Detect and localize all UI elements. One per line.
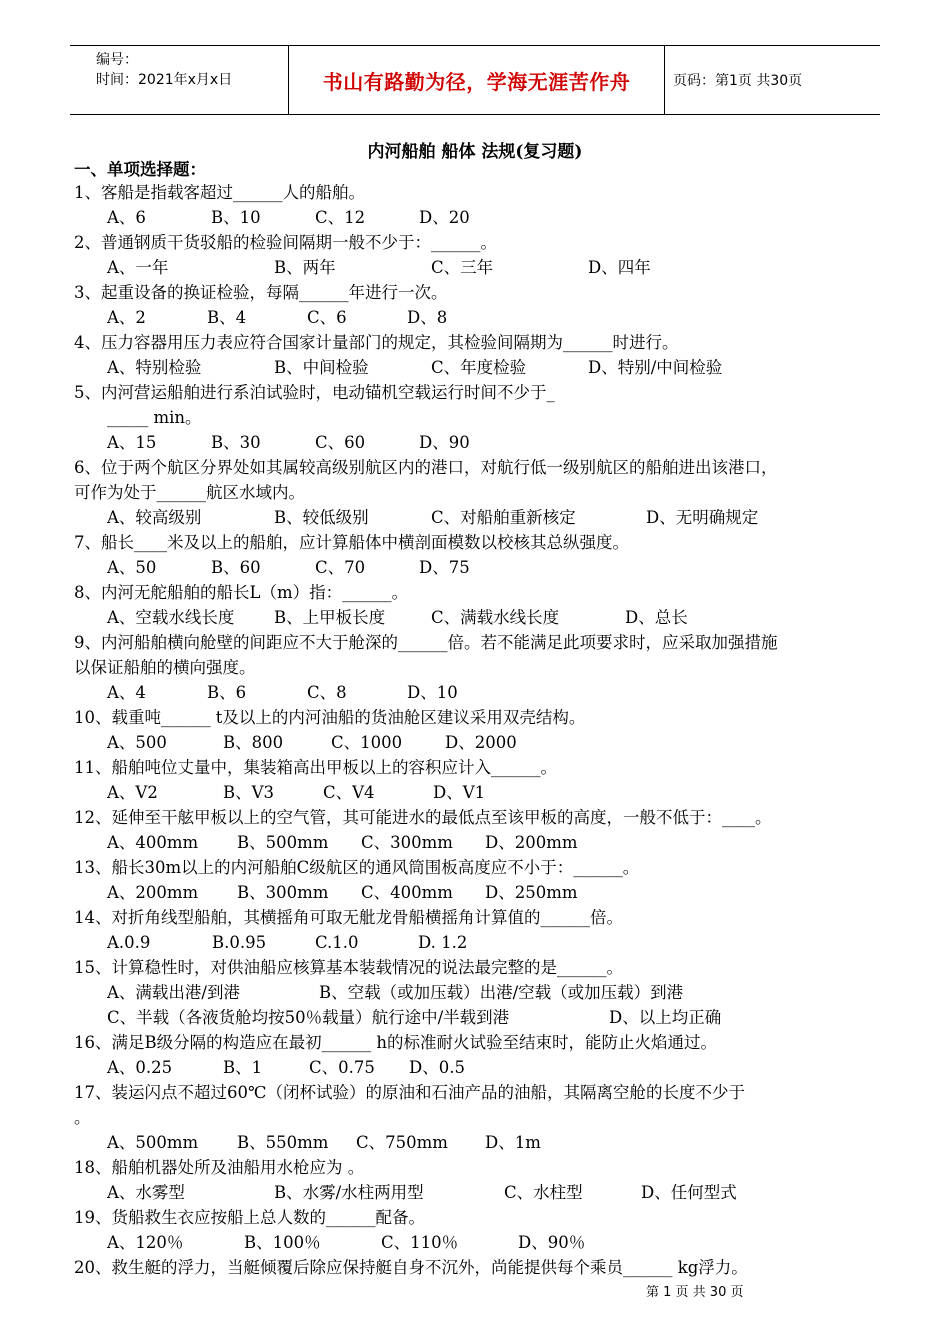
answer-option: A、500 [107, 733, 167, 752]
answer-option: B、300mm [237, 883, 329, 902]
question-text: 3、起重设备的换证检验，每隔______年进行一次。 [74, 283, 448, 302]
answer-option: D、总长 [625, 608, 688, 627]
answer-option: C、年度检验 [431, 358, 527, 377]
answer-options [74, 305, 896, 330]
answer-option: C、70 [315, 558, 366, 577]
answer-option: C、0.75 [309, 1058, 375, 1077]
answer-option: D、四年 [588, 258, 651, 277]
answer-option: D、0.5 [409, 1058, 465, 1077]
document-title: 内河船舶 船体 法规(复习题) [367, 142, 583, 162]
answer-option: B、4 [207, 308, 247, 327]
question-text: 17、装运闪点不超过60℃（闭杯试验）的原油和石油产品的油船，其隔离空舱的长度不少于 [74, 1083, 745, 1102]
answer-options [74, 255, 896, 280]
answer-options [74, 830, 896, 855]
answer-options [74, 605, 896, 630]
answer-option: A、V2 [107, 783, 158, 802]
answer-option: C、60 [315, 433, 366, 452]
answer-options [74, 1230, 896, 1255]
answer-options [74, 430, 896, 455]
question-text-continued: 可作为处于______航区水域内。 [74, 483, 305, 502]
question-text: 19、货船救生衣应按船上总人数的______配备。 [74, 1208, 425, 1227]
answer-option: B、水雾/水柱两用型 [274, 1183, 424, 1202]
question-text: 10、载重吨______ t及以上的内河油船的货油舱区建议采用双壳结构。 [74, 708, 586, 727]
answer-option: C、对船舶重新核定 [431, 508, 576, 527]
answer-option: C、12 [315, 208, 366, 227]
answer-option: A、4 [107, 683, 146, 702]
answer-options [74, 555, 896, 580]
answer-option: A、120％ [107, 1233, 184, 1252]
answer-option: C、水柱型 [504, 1183, 583, 1202]
number-label: 编号： [96, 52, 138, 68]
answer-option: D、任何型式 [641, 1183, 737, 1202]
answer-option: D、V1 [433, 783, 486, 802]
answer-option: D、250mm [485, 883, 578, 902]
answer-option: D、90 [419, 433, 470, 452]
question-text: 6、位于两个航区分界处如其属较高级别航区内的港口，对航行低一级别航区的船舶进出该港口， [74, 458, 778, 477]
question-text: 8、内河无舵船舶的船长L（m）指：______。 [74, 583, 409, 602]
question-text: 20、救生艇的浮力，当艇倾覆后除应保持艇自身不沉外，尚能提供每个乘员______ kg浮力。 [74, 1258, 748, 1277]
question-text-continued: _____ min。 [107, 408, 202, 427]
answer-options [74, 730, 896, 755]
answer-options [74, 355, 896, 380]
answer-option: C.1.0 [315, 933, 359, 952]
answer-option: A、空载水线长度 [107, 608, 235, 627]
question-text-continued: 。 [74, 1108, 91, 1127]
answer-options [74, 505, 896, 530]
answer-option: B、1 [223, 1058, 263, 1077]
answer-option: D、1m [485, 1133, 541, 1152]
header-meta [70, 46, 289, 114]
answer-option: A、500mm [107, 1133, 199, 1152]
question-text: 16、满足B级分隔的构造应在最初______ h的标准耐火试验至结束时，能防止火焰通过。 [74, 1033, 717, 1052]
question-text: 7、船长____米及以上的船舶，应计算船体中横剖面模数以校核其总纵强度。 [74, 533, 629, 552]
time-label: 时间：2021年x月x日 [96, 72, 233, 88]
answer-option: B、空载（或加压载）出港/空载（或加压载）到港 [319, 983, 684, 1002]
page-header [70, 45, 880, 115]
answer-option: B、800 [223, 733, 284, 752]
answer-options [74, 880, 896, 905]
answer-option: B、60 [211, 558, 261, 577]
answer-option: D、无明确规定 [646, 508, 759, 527]
answer-options [74, 930, 896, 955]
answer-option: A、满载出港/到港 [107, 983, 240, 1002]
answer-option: A、特别检验 [107, 358, 202, 377]
answer-option: A、0.25 [107, 1058, 173, 1077]
answer-option: D. 1.2 [418, 933, 468, 952]
answer-option: D、20 [419, 208, 470, 227]
question-text: 11、船舶吨位丈量中，集装箱高出甲板以上的容积应计入______。 [74, 758, 557, 777]
section-heading: 一、单项选择题： [74, 160, 206, 179]
answer-option: D、2000 [445, 733, 517, 752]
answer-options [74, 1005, 896, 1030]
answer-option: B、100％ [244, 1233, 321, 1252]
answer-option: A.0.9 [107, 933, 151, 952]
answer-option: C、1000 [331, 733, 403, 752]
answer-option: D、特别/中间检验 [588, 358, 723, 377]
answer-option: D、8 [407, 308, 448, 327]
answer-option: A、一年 [107, 258, 169, 277]
answer-option: B、两年 [274, 258, 336, 277]
answer-option: D、10 [407, 683, 458, 702]
question-text: 1、客船是指载客超过______人的船舶。 [74, 183, 365, 202]
answer-option: D、75 [419, 558, 470, 577]
question-text-continued: 以保证船舶的横向强度。 [74, 658, 256, 677]
answer-option: B、30 [211, 433, 261, 452]
answer-option: A、400mm [107, 833, 199, 852]
answer-options [74, 205, 896, 230]
answer-option: B、上甲板长度 [274, 608, 386, 627]
answer-option: B、500mm [237, 833, 329, 852]
question-text: 9、内河船舶横向舱壁的间距应不大于舱深的______倍。若不能满足此项要求时，应采取加强措施 [74, 633, 778, 652]
answer-option: A、6 [107, 208, 146, 227]
answer-option: A、水雾型 [107, 1183, 185, 1202]
question-text: 14、对折角线型船舶，其横摇角可取无舭龙骨船横摇角计算值的______倍。 [74, 908, 623, 927]
answer-option: A、较高级别 [107, 508, 202, 527]
answer-option: B、10 [211, 208, 261, 227]
question-list [74, 160, 896, 1280]
answer-option: B、V3 [223, 783, 275, 802]
answer-option: C、750mm [356, 1133, 448, 1152]
answer-option: C、300mm [361, 833, 453, 852]
answer-option: C、6 [307, 308, 347, 327]
answer-options [74, 980, 896, 1005]
page-footer: 第 1 页 共 30 页 [646, 1285, 744, 1300]
answer-options [74, 1180, 896, 1205]
header-page-info: 页码：第1页 共30页 [673, 73, 803, 89]
answer-option: C、110％ [381, 1233, 459, 1252]
header-motto: 书山有路勤为径，学海无涯苦作舟 [289, 46, 665, 114]
answer-option: C、半载（各液货舱均按50％载量）航行途中/半载到港 [107, 1008, 510, 1027]
answer-option: D、90％ [518, 1233, 586, 1252]
answer-option: B、550mm [237, 1133, 329, 1152]
answer-option: D、200mm [485, 833, 578, 852]
question-text: 5、内河营运船舶进行系泊试验时，电动锚机空载运行时间不少于_ [74, 383, 555, 402]
answer-option: A、200mm [107, 883, 199, 902]
answer-option: B.0.95 [212, 933, 267, 952]
question-text: 4、压力容器用压力表应符合国家计量部门的规定，其检验间隔期为______时进行。 [74, 333, 679, 352]
answer-options [74, 1055, 896, 1080]
answer-option: B、较低级别 [274, 508, 369, 527]
answer-option: C、8 [307, 683, 347, 702]
answer-options [74, 1130, 896, 1155]
question-text: 12、延伸至干舷甲板以上的空气管，其可能进水的最低点至该甲板的高度，一般不低于：____。 [74, 808, 772, 827]
question-text: 2、普通钢质干货驳船的检验间隔期一般不少于：______。 [74, 233, 497, 252]
answer-option: B、6 [207, 683, 247, 702]
answer-option: A、15 [107, 433, 157, 452]
answer-option: A、2 [107, 308, 146, 327]
question-text: 13、船长30m以上的内河船舶C级航区的通风筒围板高度应不小于：______。 [74, 858, 640, 877]
answer-option: D、以上均正确 [609, 1008, 722, 1027]
question-text: 15、计算稳性时，对供油船应核算基本装载情况的说法最完整的是______。 [74, 958, 623, 977]
answer-option: C、满载水线长度 [431, 608, 560, 627]
answer-option: C、三年 [431, 258, 494, 277]
answer-options [74, 780, 896, 805]
answer-option: B、中间检验 [274, 358, 369, 377]
answer-option: C、V4 [323, 783, 375, 802]
question-text: 18、船舶机器处所及油船用水枪应为 。 [74, 1158, 365, 1177]
answer-options [74, 680, 896, 705]
answer-option: C、400mm [361, 883, 453, 902]
answer-option: A、50 [107, 558, 157, 577]
